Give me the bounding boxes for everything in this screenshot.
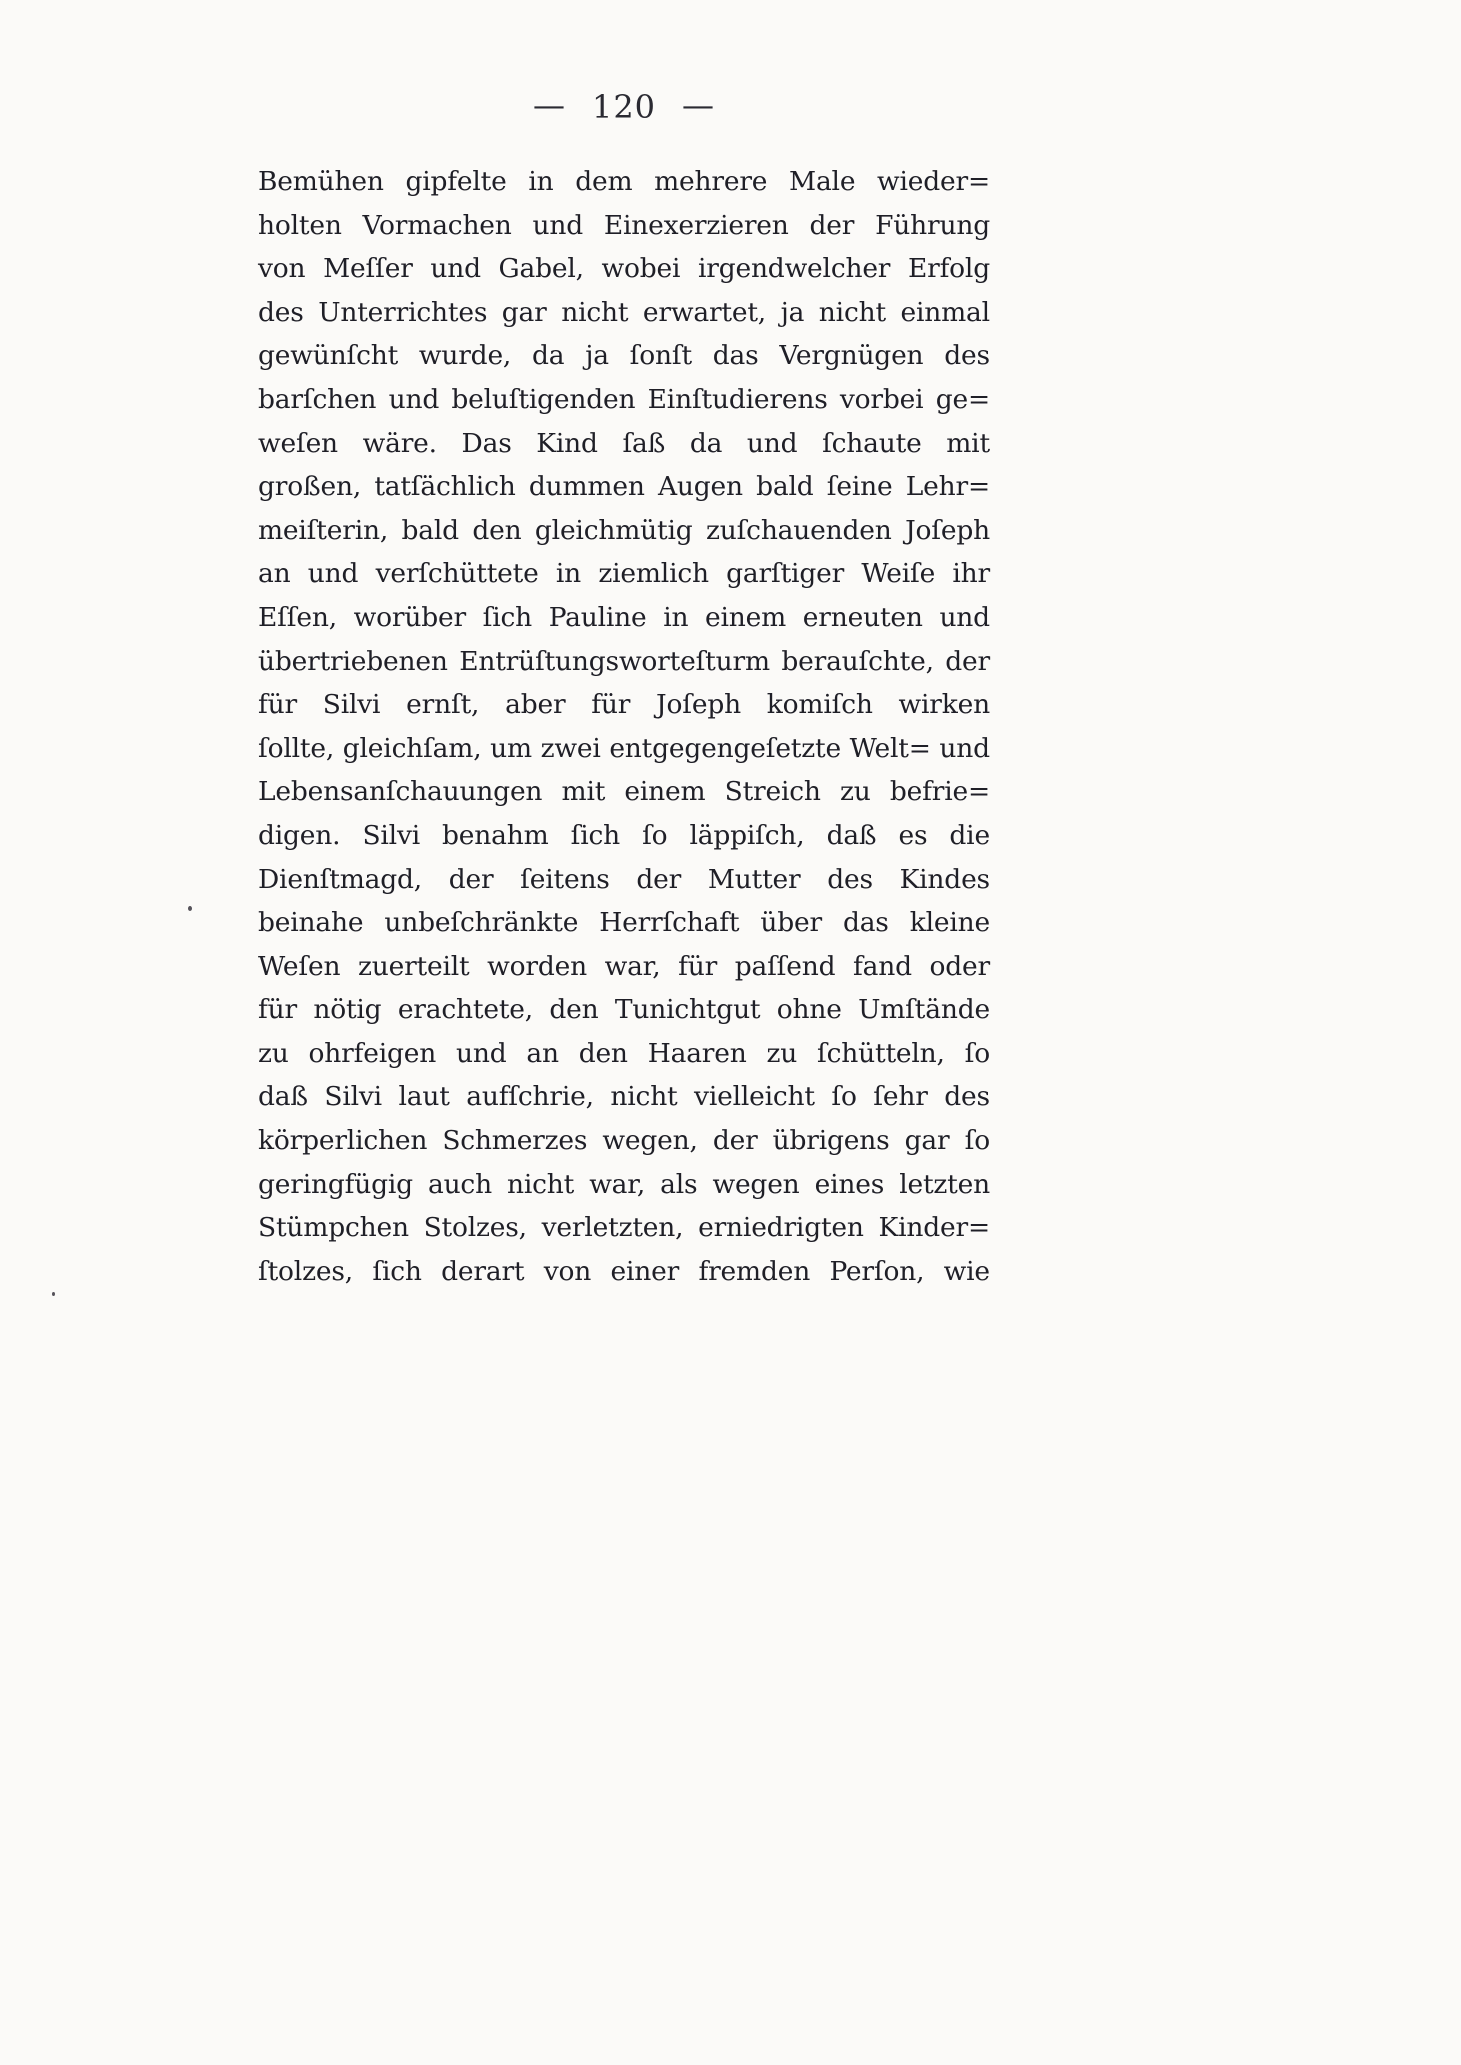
word: nötig [313,994,382,1026]
word: wieder= [877,166,990,197]
word: Silvi [324,1081,382,1113]
word: der [945,645,990,677]
word: fremden [698,1255,811,1287]
word: war, [589,1168,646,1200]
word: Augen [657,471,743,503]
word: eines [814,1168,885,1200]
word: ſich [570,819,621,851]
text-line [258,378,990,422]
word: ſich [372,1255,422,1287]
word: laut [398,1081,450,1113]
word: mit [561,776,606,808]
word: zuſchauenden [705,514,892,546]
word: bald [401,514,459,546]
word: Eſſen, [258,601,337,633]
word: über [760,907,822,939]
word: nicht [561,296,629,328]
word: und [939,732,990,764]
word: der [712,1125,758,1157]
text-line [258,1032,990,1076]
word: als [660,1168,698,1200]
scan-speck [188,906,192,911]
word: Vormachen [362,209,512,241]
word: der [809,209,855,241]
word: gewünſcht [258,340,399,372]
word: verletzten, [541,1212,684,1244]
word: gleichſam, [342,732,482,764]
text-line [258,552,990,596]
word: barſchen [258,383,377,415]
word: für [258,994,297,1026]
text-line [258,901,990,945]
word: es [898,819,928,851]
word: kleine [909,907,990,939]
page-number-dash-left: — [532,86,566,124]
word: Mutter [707,863,801,895]
word: ernſt, [406,689,480,721]
word: der [448,863,494,895]
word: ohne [776,994,842,1026]
text-line [258,1119,990,1163]
word: Umſtände [858,994,990,1026]
word: ſehr [873,1081,928,1113]
word: Stümpchen [258,1212,409,1244]
word: dem [575,166,633,197]
word: erneuten [802,601,923,633]
word: für [678,950,718,982]
word: daß [258,1081,308,1113]
word: ſich [482,601,533,633]
word: den [472,514,522,546]
word: übertriebenen [258,645,448,677]
word: und [455,1037,507,1069]
word: nicht [507,1168,575,1200]
word: ſo [831,1081,857,1113]
word: Entrüſtungsworteſturm [459,645,770,677]
word: aber [505,689,566,721]
word: erwartet, [642,296,767,328]
word: Unterrichtes [318,296,488,328]
word: großen, [258,471,362,503]
word: wie [943,1255,990,1287]
text-block [258,160,990,1293]
text-line [258,814,990,858]
word: Weſen [258,950,341,982]
text-line [258,1250,990,1294]
word: fand [853,950,912,982]
word: holten [258,209,342,241]
word: Tunichtgut [614,994,761,1026]
word: wurde, [418,340,512,372]
word: vorbei [839,383,924,415]
word: wobei [601,253,681,285]
word: beinahe [258,907,364,939]
word: Kinder= [878,1212,990,1244]
word: in [528,166,554,197]
word: und [307,558,359,590]
word: Silvi [322,689,381,721]
text-line [258,160,990,204]
word: bald [756,471,814,503]
word: Führung [875,209,990,241]
text-line [258,334,990,378]
word: Welt= [849,732,931,764]
word: ſchaute [822,427,922,459]
word: von [543,1255,592,1287]
word: Einexerzieren [603,209,789,241]
word: war, [604,950,661,982]
word: befrie= [889,776,990,808]
word: das [712,340,759,372]
word: ſeitens [520,863,610,895]
word: garſtiger [726,558,845,590]
word: einmal [900,296,990,328]
word: von [258,253,306,285]
word: Das [461,427,512,459]
word: einer [610,1255,680,1287]
text-line [258,596,990,640]
word: an [258,558,291,590]
word: Einſtudierens [647,383,828,415]
word: gar [904,1125,950,1157]
word: in [555,558,582,590]
word: zwei [540,732,601,764]
word: Lehr= [905,471,990,503]
word: Erfolg [907,253,990,285]
word: tatſächlich [374,471,516,503]
word: ihr [952,558,990,590]
word: läppiſch, [689,819,805,851]
word: und [939,601,990,633]
word: körperlichen [258,1125,428,1157]
word: Pauline [548,601,647,633]
word: worden [487,950,587,982]
word: zu [766,1037,798,1069]
word: die [949,819,990,851]
word: oder [929,950,990,982]
word: das [842,907,889,939]
text-line [258,1163,990,1207]
word: derart [441,1255,525,1287]
text-line [258,945,990,989]
word: ja [585,340,609,372]
word: irgendwelcher [697,253,891,285]
word: Vergnügen [779,340,924,372]
word: Perſon, [829,1255,925,1287]
word: berauſchte, [781,645,934,677]
word: nicht [610,1081,678,1113]
word: zu [258,1037,289,1069]
text-line [258,640,990,684]
word: ſchütteln, [817,1037,945,1069]
word: komiſch [766,689,873,721]
text-line [258,858,990,902]
word: Weiſe [861,558,936,590]
word: meiſterin, [258,514,389,546]
word: und [388,383,440,415]
word: ſaß [622,427,666,459]
word: verſchüttete [375,558,539,590]
word: da [531,340,565,372]
word: digen. [258,819,341,851]
word: für [258,689,297,721]
word: beluſtigenden [451,383,636,415]
word: ſo [964,1037,990,1069]
text-line [258,247,990,291]
word: geringfügig [258,1168,413,1200]
word: einem [705,601,787,633]
word: Gabel, [498,253,584,285]
word: und [532,209,584,241]
word: und [746,427,798,459]
page-number: 120 [591,88,657,126]
word: des [944,340,990,372]
word: ſeine [826,471,893,503]
word: erachtete, [397,994,533,1026]
word: ſollte, [258,732,335,764]
word: um [490,732,532,764]
word: ja [780,296,805,328]
word: erniedrigten [698,1212,864,1244]
word: Haaren [647,1037,747,1069]
word: wirken [898,689,990,721]
word: einem [624,776,706,808]
word: Stolzes, [423,1212,527,1244]
word: ſo [642,819,668,851]
word: des [827,863,873,895]
word: ohrfeigen [308,1037,437,1069]
word: auch [427,1168,492,1200]
word: des [258,296,304,328]
word: gipfelte [405,166,507,197]
word: ſtolzes, [258,1255,353,1287]
word: für [591,689,631,721]
text-line [258,509,990,553]
word: wegen [712,1168,800,1200]
word: aufſchrie, [466,1081,594,1113]
word: und [430,253,481,285]
text-line [258,770,990,814]
word: gleichmütig [534,514,693,546]
word: den [549,994,599,1026]
text-line [258,1075,990,1119]
word: Silvi [362,819,420,851]
word: Kind [536,427,598,459]
word: ſonſt [629,340,692,372]
text-line [258,727,990,771]
word: zuerteilt [357,950,470,982]
word: Kindes [899,863,990,895]
word: daß [826,819,877,851]
word: Joſeph [656,689,741,721]
word: wäre. [362,427,437,459]
word: gar [501,296,547,328]
word: entgegengeſetzte [609,732,841,764]
text-line [258,988,990,1032]
word: den [578,1037,628,1069]
word: übrigens [772,1125,890,1157]
word: ge= [935,383,990,415]
word: Meſſer [323,253,413,285]
text-line [258,465,990,509]
word: ziemlich [598,558,709,590]
word: in [663,601,689,633]
word: da [689,427,723,459]
word: mehrere [654,166,768,197]
text-line [258,422,990,466]
word: Streich [724,776,821,808]
page-number-dash-right: — [682,86,716,124]
word: dummen [528,471,645,503]
word: Herrſchaft [599,907,740,939]
word: paſſend [734,950,836,982]
word: der [636,863,682,895]
word: Bemühen [258,166,384,197]
word: worüber [353,601,466,633]
text-line [258,291,990,335]
word: weſen [258,427,338,459]
word: an [526,1037,559,1069]
word: unbeſchränkte [384,907,579,939]
text-line [258,683,990,727]
word: Lebensanſchauungen [258,776,543,808]
word: mit [946,427,990,459]
scan-speck [52,1292,55,1296]
text-line [258,1206,990,1250]
word: Joſeph [905,514,990,546]
word: Dienſtmagd, [258,863,423,895]
word: benahm [442,819,549,851]
word: vielleicht [694,1081,815,1113]
word: letzten [899,1168,990,1200]
word: nicht [818,296,886,328]
word: Male [789,166,856,197]
word: Schmerzes [442,1125,588,1157]
word: zu [840,776,871,808]
word: des [944,1081,990,1113]
text-line [258,204,990,248]
word: ſo [964,1125,990,1157]
page-number-row [258,88,990,126]
word: wegen, [602,1125,698,1157]
